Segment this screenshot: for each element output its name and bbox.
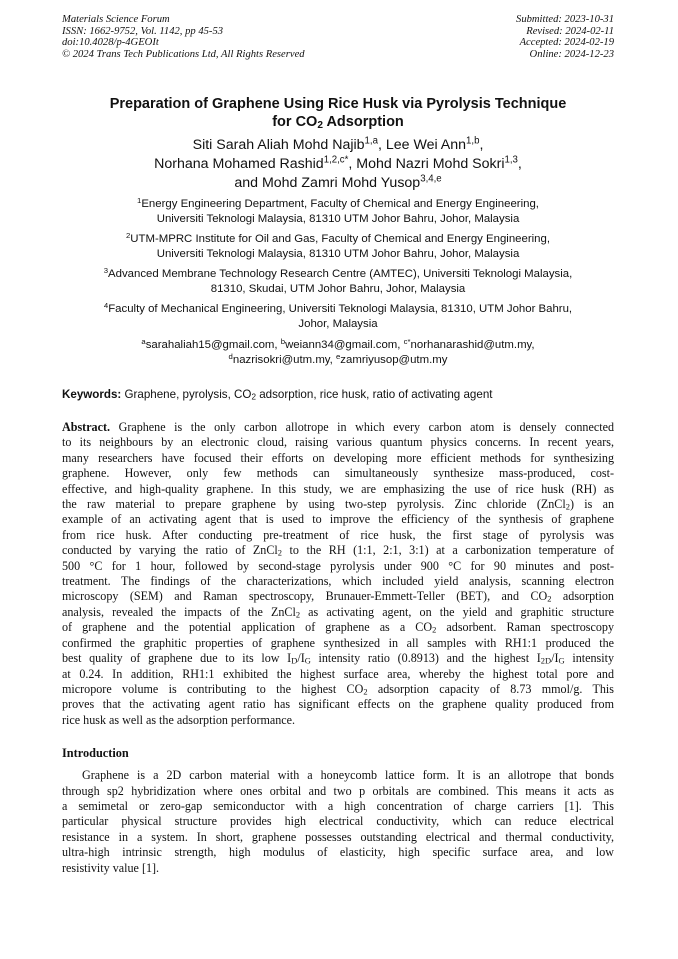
author-affiliation-mark: 1,2,c*: [323, 154, 349, 166]
author-affiliation-mark: 3,4,e: [420, 173, 442, 185]
journal-name: Materials Science Forum: [62, 14, 170, 25]
paragraph-line: resistance in a system. In short, graphene possesses outstanding electrical and thermal conductivity,: [62, 829, 614, 844]
abstract-text: /I: [551, 651, 559, 666]
abstract-line: [62, 543, 614, 558]
affiliation-line: [62, 267, 614, 282]
affiliation-line: Universiti Teknologi Malaysia, 81310 UTM Johor Bahru, Johor, Malaysia: [156, 213, 520, 225]
email-mark: a: [141, 336, 146, 346]
author-conjunction: and: [234, 175, 262, 191]
abstract-line: proves that the activating agent ratio has significant effects on the graphene quality produced from: [62, 697, 614, 712]
author-affiliation-mark: 1,a: [364, 135, 378, 147]
author-line-2: Norhana Mohamed Rashid$^{1,2,c*}$, Mohd Nazri Mohd Sokri$^{1,3}$,: [154, 154, 522, 172]
author-name: Lee Wei Ann: [385, 137, 467, 153]
abstract-text: ) is an: [569, 497, 614, 512]
author-line-1: Siti Sarah Aliah Mohd Najib$^{1,a}$, Lee Wei Ann$^{1,b}$,: [192, 135, 484, 153]
abstract-subscript: 2: [363, 686, 368, 697]
issn-line: ISSN: 1662-9752, Vol. 1142, pp 45-53: [62, 25, 224, 37]
abstract-text: /I: [297, 651, 305, 666]
email-mark: d: [228, 351, 233, 361]
title-text: for CO: [272, 114, 318, 130]
email-line-1: [62, 338, 614, 353]
abstract-text: of graphene and the potential application of graphene as a CO: [62, 620, 433, 635]
submission-dates: [516, 14, 614, 60]
revised-date: Revised: 2024-02-11: [526, 25, 614, 37]
title-subscript: 2: [317, 120, 323, 132]
abstract-line: many researchers have focused their efforts on developing more efficient methods for synthesizing: [62, 450, 614, 465]
abstract-text: microscopy (SEM) and Raman spectroscopy, Brunauer-Emmett-Teller (BET), and CO: [62, 589, 548, 604]
abstract-line: to its neighbours by an electronic cloud, raising various quantum physics concerns. In recent years,: [62, 435, 614, 450]
title-line-2: [62, 113, 614, 131]
keywords-text: Graphene, pyrolysis, CO: [121, 388, 252, 401]
author-name: Siti Sarah Aliah Mohd Najib: [192, 137, 365, 153]
author-name: Norhana Mohamed Rashid: [154, 156, 324, 172]
author-line-3: [62, 174, 614, 193]
paper-page: [62, 14, 614, 876]
email-mark: c*: [403, 336, 411, 346]
abstract-text: intensity: [564, 651, 614, 666]
email-mark: b: [280, 336, 286, 346]
affiliation-text: Advanced Membrane Technology Research Centre (AMTEC), Universiti Teknologi Malaysia,: [108, 268, 573, 280]
abstract-text: the raw material to prepare graphene by using two-step pyrolysis. Zinc chloride (ZnCl: [62, 497, 566, 512]
abstract-line: [62, 620, 614, 635]
abstract-subscript: 2: [295, 609, 301, 620]
email-address: zamriyusop@utm.my: [340, 354, 448, 366]
abstract-line: treatment. The findings of the characterizations, which included yield analysis, scanning electron: [62, 574, 614, 589]
abstract-text: as activating agent, on the yield and graphitic structure: [300, 604, 614, 619]
affiliation-text: UTM-MPRC Institute for Oil and Gas, Faculty of Chemical and Energy Engineering,: [130, 233, 551, 245]
paragraph-line: ultra-high intrinsic strength, high modulus of elasticity, high specific surface area, and low: [62, 845, 614, 860]
abstract-subscript: G: [304, 655, 311, 666]
submitted-date: Submitted: 2023-10-31: [516, 14, 614, 25]
abstract-label: Abstract.: [62, 420, 111, 434]
abstract-line: [62, 589, 614, 604]
email-address: norhanarashid@utm.my,: [410, 339, 535, 351]
abstract: [62, 420, 614, 728]
abstract-text: Graphene is the only carbon allotrope in which every carbon atom is densely connected: [110, 420, 614, 434]
email-mark: e: [335, 351, 341, 361]
affiliation-line: [62, 232, 614, 247]
author-list: [62, 136, 614, 193]
abstract-text: to the RH (1:1, 2:1, 3:1) at a carbonization temperature of: [282, 543, 614, 558]
abstract-text: analysis, revealed the impacts of the ZnCl: [62, 604, 296, 619]
abstract-line: [62, 682, 614, 697]
affiliation-mark: 2: [125, 230, 131, 240]
abstract-line: rice husk as well as the adsorption performance.: [62, 712, 296, 727]
section-heading-introduction: Introduction: [62, 746, 129, 761]
paper-title: [62, 95, 614, 131]
author-name: Mohd Zamri Mohd Yusop: [261, 175, 421, 191]
abstract-line: [62, 497, 614, 512]
email-address: nazrisokri@utm.my,: [232, 354, 336, 366]
author-name: Mohd Nazri Mohd Sokri: [356, 156, 505, 172]
abstract-line: [62, 420, 614, 435]
affiliation-text: Faculty of Mechanical Engineering, Universiti Teknologi Malaysia, 81310, UTM Johor Bahru,: [108, 303, 573, 315]
abstract-text: adsorption: [551, 589, 614, 604]
doi-line: doi:10.4028/p-4GEOIt: [62, 37, 159, 48]
affiliation-2: [62, 232, 614, 262]
abstract-line: graphene. However, only few methods can simultaneously synthesize mass-produced, cost-: [62, 466, 614, 481]
abstract-text: micropore volume is contributing to the highest CO: [62, 681, 364, 696]
affiliation-text: Energy Engineering Department, Faculty of Chemical and Energy Engineering,: [141, 198, 539, 210]
abstract-subscript: 2: [547, 594, 552, 605]
email-address: weiann34@gmail.com,: [285, 339, 404, 351]
abstract-subscript: 2D: [540, 655, 552, 666]
abstract-line: [62, 605, 614, 620]
affiliation-mark: 4: [103, 300, 109, 310]
paragraph-line: particular physical structure provides high electrical conductivity, which can reduce electrical: [62, 814, 614, 829]
abstract-line: effective, and high-quality graphene. In this study, we are emphasizing the use of rice husk (RH) as: [62, 481, 614, 496]
keywords-subscript: 2: [251, 392, 256, 402]
email-address: sarahaliah15@gmail.com,: [145, 339, 281, 351]
affiliation-1: [62, 197, 614, 227]
affiliation-4: [62, 302, 614, 332]
abstract-line: [62, 651, 614, 666]
abstract-text: adsorption capacity of 8.73 mmol/g. This: [367, 681, 614, 696]
abstract-line: example of an activating agent that is used to improve the efficiency of the synthesis of graphene: [62, 512, 614, 527]
abstract-line: from rice husk. After conducting pre-treatment of rice husk, the first stage of pyrolysis was: [62, 527, 614, 542]
abstract-subscript: G: [558, 655, 565, 666]
paragraph-line: Graphene is a 2D carbon material with a honeycomb lattice form. It is an allotrope that bonds: [82, 768, 614, 783]
paragraph-line: resistivity value [1].: [62, 860, 160, 875]
abstract-subscript: 2: [432, 624, 437, 635]
online-date: Online: 2024-12-23: [529, 48, 614, 60]
affiliation-line: Universiti Teknologi Malaysia, 81310 UTM Johor Bahru, Johor, Malaysia: [156, 248, 520, 260]
affiliation-line: Johor, Malaysia: [298, 318, 378, 330]
abstract-text: adsorbent. Raman spectroscopy: [436, 620, 614, 635]
abstract-subscript: D: [291, 655, 298, 666]
author-affiliation-mark: 1,3: [504, 154, 518, 166]
paragraph-line: a semimetal or zero-gap semiconductor with a high concentration of charge carriers [1]. This: [62, 798, 614, 813]
abstract-subscript: 2: [565, 501, 570, 512]
affiliation-mark: 3: [103, 265, 109, 275]
keywords-label: Keywords:: [62, 388, 122, 401]
abstract-text: conducted by varying the ratio of ZnCl: [62, 543, 278, 558]
affiliation-3: [62, 267, 614, 297]
abstract-line: 500 °C for 1 hour, followed by second-stage pyrolysis under 900 °C for 90 minutes and post-: [62, 558, 614, 573]
journal-header: [62, 14, 614, 66]
copyright-line: © 2024 Trans Tech Publications Ltd, All Rights Reserved: [62, 48, 305, 60]
accepted-date: Accepted: 2024-02-19: [519, 37, 614, 48]
abstract-text: best quality of graphene due to its low I: [62, 651, 292, 666]
author-emails: [62, 338, 614, 368]
paragraph-line: through sp2 hybridization where ones orbital and two p orbitals are combined. This means it acts as: [62, 783, 614, 798]
affiliation-line: [62, 197, 614, 212]
affiliation-line: 81310, Skudai, UTM Johor Bahru, Johor, Malaysia: [210, 283, 466, 295]
abstract-line: at 0.24. In addition, RH1:1 exhibited the highest surface area, whereby the highest total pore and: [62, 666, 614, 681]
title-text: Adsorption: [322, 114, 404, 130]
author-affiliation-mark: 1,b: [466, 135, 480, 147]
abstract-line: confirmed the graphitic properties of graphene synthesized in all samples with RH1:1 produced the: [62, 635, 614, 650]
abstract-subscript: 2: [277, 547, 283, 558]
affiliation-line: [62, 302, 614, 317]
keywords: [62, 387, 614, 402]
title-line-1: Preparation of Graphene Using Rice Husk via Pyrolysis Technique: [109, 96, 567, 112]
journal-info: [62, 14, 305, 60]
keywords-text: adsorption, rice husk, ratio of activating agent: [255, 388, 493, 401]
introduction-paragraph: [62, 768, 614, 876]
email-line-2: [62, 353, 614, 368]
abstract-text: intensity ratio (0.8913) and the highest I: [310, 651, 541, 666]
affiliation-mark: 1: [137, 195, 142, 205]
